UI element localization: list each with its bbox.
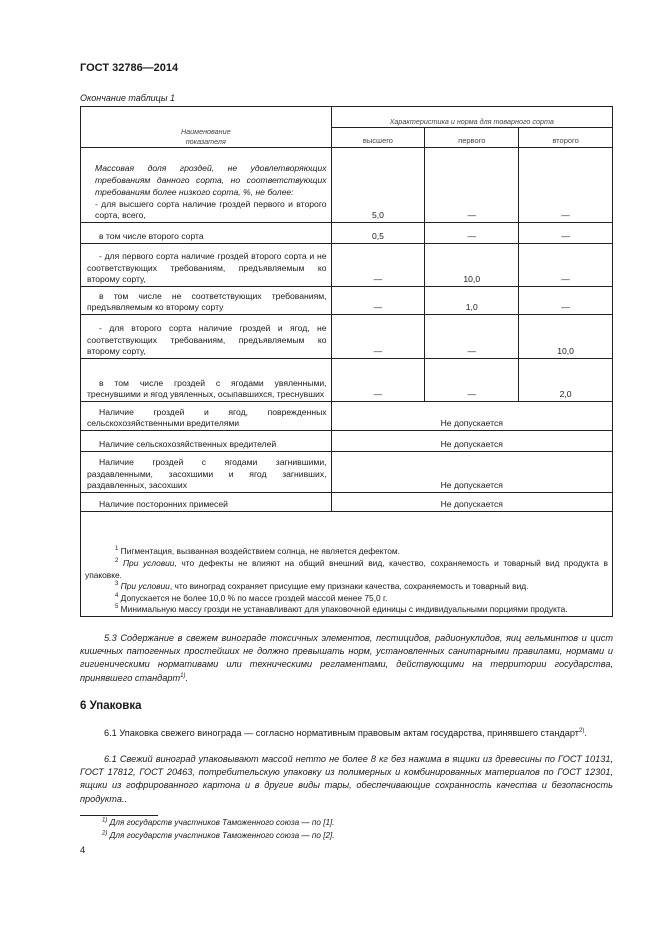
table-header-name bbox=[81, 107, 332, 148]
table-row bbox=[81, 402, 613, 431]
table-row bbox=[81, 315, 613, 359]
section-heading: 6 Упаковка bbox=[80, 700, 142, 712]
value-second: — bbox=[519, 223, 613, 244]
row-name bbox=[81, 402, 332, 431]
col-header-first: первого bbox=[425, 128, 519, 148]
row-name-sub: - для высшего сорта наличие гроздей первого и второго сорта, всего, bbox=[95, 198, 327, 221]
paragraph-5-3-text: 5.3 Содержание в свежем винограде токсичных элементов, пестицидов, радионуклидов, яиц гельминтов и цист кишечных патогенных простейших не должно превышать норм, установленных санитарными правилами, нормами и гигиеническими нормативами или техническими регламентами, действующими на территории государства, принявшего стандарт bbox=[80, 633, 613, 683]
table-note bbox=[85, 558, 608, 581]
table-row bbox=[81, 359, 613, 402]
table-row bbox=[81, 223, 613, 244]
table-row bbox=[81, 452, 613, 493]
note-mark: 5 bbox=[115, 604, 119, 611]
footnote-divider bbox=[80, 815, 158, 816]
table-note bbox=[85, 581, 608, 593]
table-notes bbox=[81, 512, 613, 617]
document-header: ГОСТ 32786—2014 bbox=[80, 62, 179, 74]
note-text: Пигментация, вызванная воздействием солнца, не является дефектом. bbox=[120, 546, 401, 557]
footnote-mark: 1) bbox=[102, 817, 108, 824]
value-highest: 0,5 bbox=[331, 223, 425, 244]
footnote-text: Для государств участников Таможенного союза — по [1]. bbox=[109, 818, 335, 827]
footnote-text: Для государств участников Таможенного союза — по [2]. bbox=[109, 831, 335, 840]
footnote-ref: 1) bbox=[180, 672, 186, 679]
paragraph-end: . bbox=[584, 728, 587, 738]
table-row bbox=[81, 493, 613, 512]
row-name bbox=[81, 359, 332, 402]
value-highest: 5,0 bbox=[331, 148, 425, 223]
paragraph-6-1 bbox=[80, 727, 613, 740]
note-mark: 2 bbox=[115, 558, 119, 565]
paragraph-6-1-packing: 6.1 Свежий виноград упаковывают массой нетто не более 8 кг без нажима в ящики из древесины по ГОСТ 10131, ГОСТ 17812, ГОСТ 20463, потребительскую упаковку из полимерных и комбинированных материалов по ГОСТ 12301, ящики из гофрированного картона и в другие виды тары, обеспечивающие сохранность качества и безопасность продукта.. bbox=[80, 754, 613, 804]
table-note bbox=[85, 604, 608, 616]
note-text: Минимальную массу грозди не устанавливают для упаковочной единицы с индивидуальными порциями продукта. bbox=[120, 604, 568, 615]
table-row bbox=[81, 148, 613, 223]
value-first: — bbox=[425, 148, 519, 223]
note-italic: При условии bbox=[122, 558, 175, 569]
value-first: 10,0 bbox=[425, 244, 519, 287]
table-caption: Окончание таблицы 1 bbox=[80, 93, 175, 103]
paragraph-5-3 bbox=[80, 632, 613, 685]
row-name bbox=[81, 287, 332, 315]
value-second: — bbox=[519, 287, 613, 315]
table-row bbox=[81, 431, 613, 452]
value-second: 2,0 bbox=[519, 359, 613, 402]
row-name-text: - для первого сорта наличие гроздей второго сорта и не соответствующих требованиям, предъявляемым ко второму сорту, bbox=[87, 250, 327, 285]
table-note bbox=[85, 593, 608, 605]
row-name bbox=[81, 244, 332, 287]
note-text: Допускается не более 10,0 % по массе гроздей массой менее 75,0 г. bbox=[120, 592, 388, 603]
footnote bbox=[102, 818, 335, 827]
quality-table bbox=[80, 106, 613, 617]
value-first: — bbox=[425, 223, 519, 244]
page-number: 4 bbox=[80, 845, 86, 856]
row-name: в том числе второго сорта bbox=[81, 223, 332, 244]
table-note bbox=[85, 546, 608, 558]
value-merged: Не допускается bbox=[331, 493, 612, 512]
footnote-mark: 2) bbox=[102, 830, 108, 837]
row-name bbox=[81, 315, 332, 359]
row-name-text: в том числе гроздей с ягодами увяленными, треснувшими и ягод увяленных, осыпавшихся, треснувших bbox=[87, 377, 327, 400]
row-name bbox=[81, 452, 332, 493]
note-mark: 3 bbox=[115, 581, 119, 588]
value-second: — bbox=[519, 244, 613, 287]
table-header-group: Характеристика и норма для товарного сорта bbox=[331, 107, 612, 128]
value-second: — bbox=[519, 148, 613, 223]
value-highest: — bbox=[331, 359, 425, 402]
paragraph-6-1-text: 6.1 Упаковка свежего винограда — согласно нормативным правовым актам государства, принявшего стандарт bbox=[104, 728, 580, 738]
col-header-highest: высшего bbox=[331, 128, 425, 148]
row-name-text: Наличие гроздей и ягод, поврежденных сельскохозяйственными вредителями bbox=[87, 406, 327, 429]
row-name-text: в том числе не соответствующих требованиям, предъявляемым ко второму сорту bbox=[87, 290, 327, 313]
value-second: 10,0 bbox=[519, 315, 613, 359]
value-first: — bbox=[425, 359, 519, 402]
header-name-line2: показателя bbox=[185, 137, 226, 146]
value-highest: — bbox=[331, 315, 425, 359]
table-row bbox=[81, 287, 613, 315]
paragraph-end: . bbox=[185, 672, 189, 683]
header-name-line1: Наименование bbox=[180, 127, 231, 136]
note-text: , что дефекты не влияют на общий внешний вид, качество, сохраняемость и товарный вид продукта в упаковке. bbox=[85, 558, 608, 580]
value-first: — bbox=[425, 315, 519, 359]
note-text: , что виноград сохраняет присущие ему признаки качества, сохраняемость и товарный вид. bbox=[169, 581, 529, 592]
value-merged: Не допускается bbox=[331, 431, 612, 452]
footnote bbox=[102, 831, 335, 840]
footnote-ref: 2) bbox=[579, 727, 585, 734]
value-merged: Не допускается bbox=[331, 452, 612, 493]
row-name-text: - для второго сорта наличие гроздей и ягод, не соответствующих требованиям, предъявляемым ко второму сорту, bbox=[87, 322, 327, 357]
row-name bbox=[81, 148, 332, 223]
value-merged: Не допускается bbox=[331, 402, 612, 431]
row-name: Наличие посторонних примесей bbox=[81, 493, 332, 512]
note-mark: 1 bbox=[115, 546, 119, 553]
row-name: Наличие сельскохозяйственных вредителей bbox=[81, 431, 332, 452]
value-first: 1,0 bbox=[425, 287, 519, 315]
note-italic: При условии bbox=[120, 581, 170, 592]
col-header-second: второго bbox=[519, 128, 613, 148]
table-row bbox=[81, 244, 613, 287]
note-mark: 4 bbox=[115, 593, 119, 600]
value-highest: — bbox=[331, 244, 425, 287]
row-name-text: Наличие гроздей с ягодами загнившими, раздавленными, засохшими и ягод загнивших, раздавленных, засохших bbox=[87, 456, 327, 491]
row-name-main: Массовая доля гроздей, не удовлетворяющих требованиям данного сорта, но соответствующих требованиям более низкого сорта, %, не более: bbox=[95, 163, 327, 197]
value-highest: — bbox=[331, 287, 425, 315]
